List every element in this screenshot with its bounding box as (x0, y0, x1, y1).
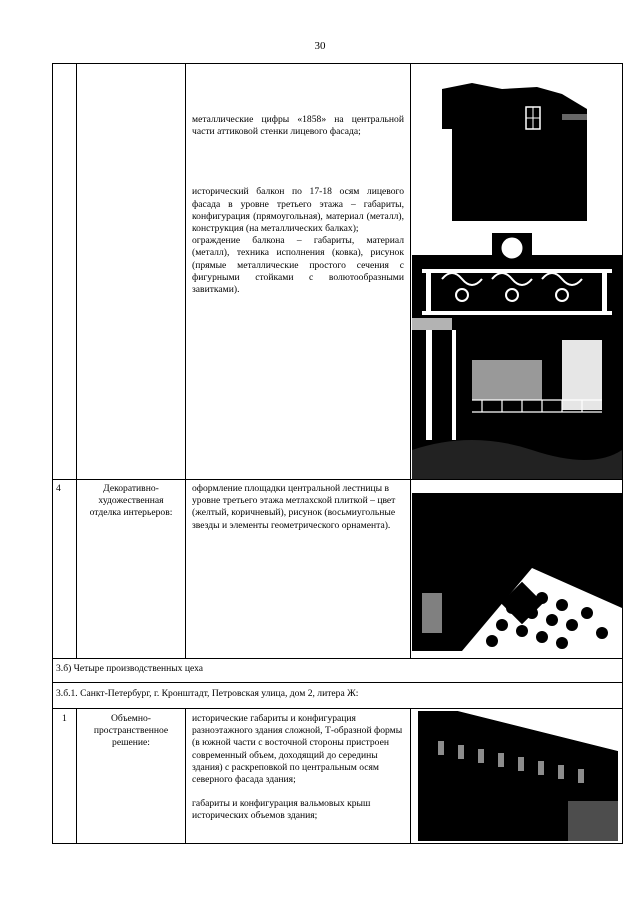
column-divider (76, 63, 77, 659)
column-divider (185, 63, 186, 659)
page-number: 30 (314, 40, 326, 52)
row-description (192, 713, 404, 823)
row-divider (52, 708, 623, 709)
row-divider (52, 479, 623, 480)
subsection-heading: 3.б.1. Санкт-Петербург, г. Кронштадт, Петровская улица, дом 2, литера Ж: (56, 688, 359, 699)
facade-window-photo (442, 69, 587, 221)
column-divider (410, 63, 411, 659)
table-border-left (52, 63, 53, 844)
row-divider (52, 658, 623, 659)
table-border-bottom (52, 843, 623, 844)
row-number: 4 (56, 483, 61, 494)
document-table (52, 63, 623, 844)
tiled-floor-photo (412, 493, 622, 651)
balcony-railing-photo (412, 233, 622, 333)
column-divider (185, 708, 186, 844)
balcony-trees-photo (412, 330, 622, 479)
item-roof-dimensions: габариты и конфигурация вальмовых крыш исторических объемов здания; (192, 798, 371, 822)
item-building-dimensions: исторические габариты и конфигурация разноэтажного здания сложной, Т-образной формы (в южной части с восточной стороны пристроен современный объем, доходящий до середины здания) с раскреповкой по центральным осям северного фасада здания; (192, 713, 403, 786)
row-category: Объемно-пространственное решение: (93, 713, 169, 749)
row-category: Декоративно-художественная отделка интерьеров: (89, 483, 173, 519)
column-divider (76, 708, 77, 844)
building-facade-photo (418, 711, 618, 841)
item-numerals-1858: металлические цифры «1858» на центральной части аттиковой стенки лицевого фасада; (192, 114, 404, 138)
item-balcony: исторический балкон по 17-18 осям лицевого фасада в уровне третьего этажа – габариты, конфигурация (прямоугольная), материал (металл), конструкция (на металлических балках); (192, 186, 404, 235)
row-divider (52, 682, 623, 683)
row-description: оформление площадки центральной лестницы в уровне третьего этажа метлахской плиткой – цвет (желтый, коричневый), рисунок (восьмиугольные звезды и элементы геометрического орнамента). (192, 483, 396, 531)
section-heading: 3.б) Четыре производственных цеха (56, 663, 204, 674)
continued-row-description (192, 114, 404, 296)
table-border-right (622, 63, 623, 844)
table-border-top (52, 63, 623, 64)
row-number: 1 (62, 713, 67, 724)
column-divider (410, 708, 411, 844)
item-balcony-railing: ограждение балкона – габариты, материал (металл), техника исполнения (ковка), рисунок (прямые металлические простого сечения с фигурными стойками с волютообразными завитками). (192, 235, 404, 296)
